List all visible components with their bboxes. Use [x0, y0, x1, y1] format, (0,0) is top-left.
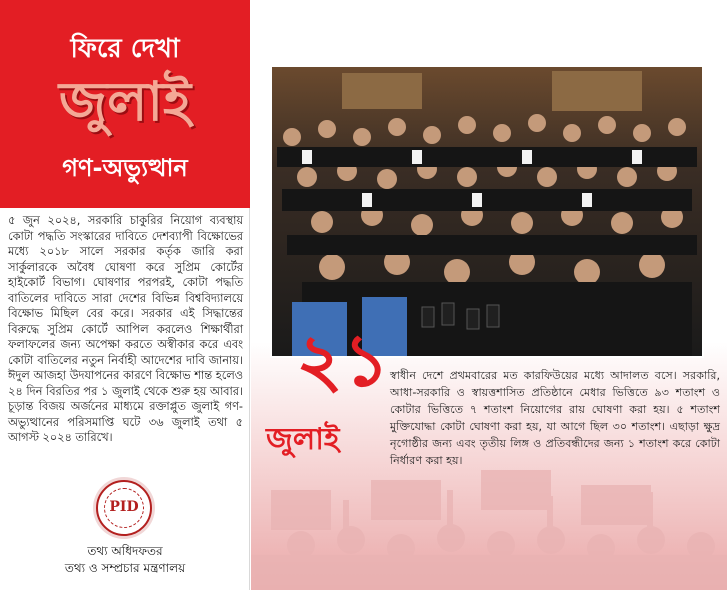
- title-banner: [0, 0, 250, 208]
- date-day-number: ২১: [296, 318, 390, 402]
- title-line-3: গণ-অভ্যুত্থান: [62, 154, 188, 182]
- pid-logo-icon: [96, 480, 152, 536]
- left-panel: [0, 0, 250, 590]
- press-conference-photo: [270, 65, 704, 358]
- logo-text: PID: [109, 499, 139, 515]
- body-paragraph: ৫ জুন ২০২৪, সরকারি চাকুরির নিয়োগ ব্যবস্থায় কোটা পদ্ধতি সংস্কারের দাবিতে দেশব্যাপী বিক্ষোভের মধ্যে ২০১৮ সালে সরকার কর্তৃক জারি করা সার্কুলারকে অবৈধ ঘোষণা করে সুপ্রিম কোর্টের হাইকোর্ট বিভাগ। ঘোষণার পরপরই, কোটা পদ্ধতি বাতিলের দাবিতে সারা দেশের বিভিন্ন বিশ্ববিদ্যালয়ে বিক্ষোভ মিছিল বের করে। সরকার এই সিদ্ধান্তের বিরুদ্ধে সুপ্রিম কোর্টে আপিল করলেও শিক্ষার্থীরা ফলাফলের জন্য অপেক্ষা করতে অস্বীকার করে এবং কোটা বাতিলের নতুন নির্বাহী আদেশের দাবি জানায়। ঈদুল আজহা উদযাপনের কারণে বিক্ষোভ শান্ত হলেও ২৪ দিন বিরতির পর ১ জুলাই থেকে শুরু হয় আবার। চূড়ান্ত বিজয় অর্জনের মাধ্যমে রক্তাপ্লুত জুলাই গণ-অভ্যুত্থানের পরিসমাপ্তি ঘটে ৩৬ জুলাই তথা ৫ আগস্ট ২০২৪ তারিখে।: [8, 214, 243, 444]
- org-name-line-2: তথ্য ও সম্প্রচার মন্ত্রণালয়: [64, 561, 186, 575]
- event-caption: স্বাধীন দেশে প্রথমবারের মত কারফিউয়ের মধ্যে আদালত বসে। সরকারি, আধা-সরকারি ও স্বায়ত্তশাসিত প্রতিষ্ঠানে মেধার ভিত্তিতে ৯৩ শতাংশ ও কোটার ভিত্তিতে ৭ শতাংশ নিয়োগের রায় ঘোষণা করা হয়। ৫ শতাংশ মুক্তিযোদ্ধা কোটা ঘোষণা করা হয়, যা আগে ছিল ৩০ শতাংশ। এছাড়া ক্ষুদ্র নৃগোষ্ঠীর জন্য এবং তৃতীয় লিঙ্গ ও প্রতিবন্ধীদের জন্য ১ শতাংশ করে কোটা নির্ধারণ করা হয়।: [390, 369, 720, 467]
- photo-crowd-illustration: [272, 67, 702, 356]
- title-line-2: জুলাই: [58, 70, 192, 133]
- title-line-1: ফিরে দেখা: [70, 34, 180, 64]
- date-month-label: জুলাই: [266, 422, 340, 457]
- org-name-line-1: তথ্য অধিদফতর: [87, 544, 163, 558]
